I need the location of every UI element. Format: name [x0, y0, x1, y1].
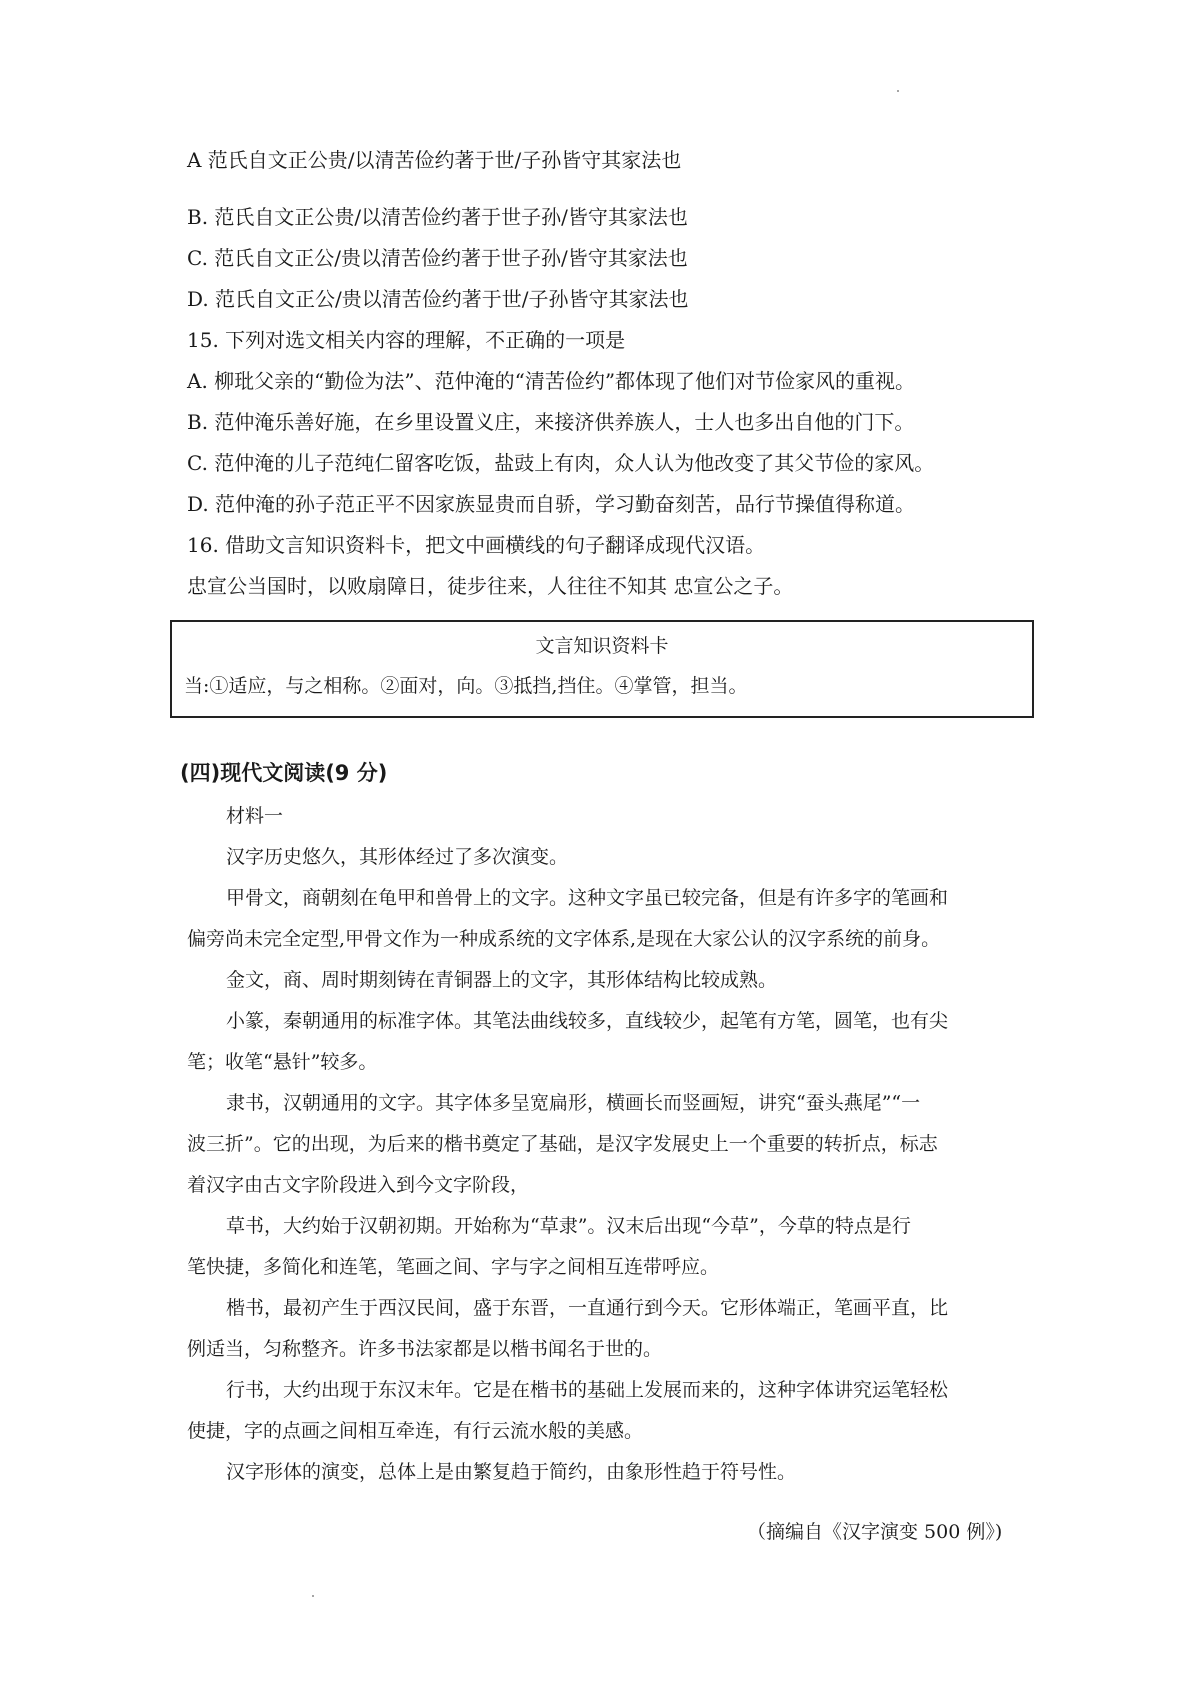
paragraph-line: 笔快捷，多简化和连笔，笔画之间、字与字之间相互连带呼应。	[187, 1256, 720, 1278]
paragraph-line: 草书，大约始于汉朝初期。开始称为“草隶”。汉末后出现“今草”，今草的特点是行	[226, 1215, 911, 1237]
question-15-option-c: C. 范仲淹的儿子范纯仁留客吃饭，盐豉上有肉，众人认为他改变了其父节俭的家风。	[187, 451, 935, 475]
knowledge-card-title: 文言知识资料卡	[535, 635, 669, 657]
option-a: A 范氏自文正公贵/以清苦俭约著于世/子孙皆守其家法也	[187, 148, 682, 172]
question-15-option-d: D. 范仲淹的孙子范正平不因家族显贵而自骄，学习勤奋刻苦，品行节操值得称道。	[187, 492, 916, 516]
paragraph-line: 金文，商、周时期刻铸在青铜器上的文字，其形体结构比较成熟。	[226, 969, 778, 991]
material-label: 材料一	[226, 805, 284, 827]
paragraph-line: 小篆，秦朝通用的标准字体。其笔法曲线较多，直线较少，起笔有方笔，圆笔，也有尖	[226, 1010, 949, 1032]
question-15-option-b: B. 范仲淹乐善好施，在乡里设置义庄，来接济供养族人，士人也多出自他的门下。	[187, 410, 915, 434]
paragraph-line: 例适当，匀称整齐。许多书法家都是以楷书闻名于世的。	[187, 1338, 663, 1360]
question-15-stem: 15. 下列对选文相关内容的理解，不正确的一项是	[187, 328, 626, 352]
knowledge-card	[170, 620, 1034, 718]
option-b: B. 范氏自文正公贵/以清苦俭约著于世子孙/皆守其家法也	[187, 205, 688, 229]
paragraph-line: 楷书，最初产生于西汉民间，盛于东晋，一直通行到今天。它形体端正，笔画平直，比	[226, 1297, 949, 1319]
option-d: D. 范氏自文正公/贵以清苦俭约著于世/子孙皆守其家法也	[187, 287, 689, 311]
question-15-option-a: A. 柳玭父亲的“勤俭为法”、范仲淹的“清苦俭约”都体现了他们对节俭家风的重视。	[187, 369, 916, 393]
paragraph-line: 汉字历史悠久，其形体经过了多次演变。	[226, 846, 569, 868]
paragraph-line: 笔；收笔“悬针”较多。	[187, 1051, 378, 1073]
option-c: C. 范氏自文正公/贵以清苦俭约著于世子孙/皆守其家法也	[187, 246, 688, 270]
source-citation: （摘编自《汉字演变 500 例》)	[747, 1521, 1003, 1543]
paragraph-line: 行书，大约出现于东汉末年。它是在楷书的基础上发展而来的，这种字体讲究运笔轻松	[226, 1379, 949, 1401]
paragraph-line: 甲骨文，商朝刻在龟甲和兽骨上的文字。这种文字虽已较完备，但是有许多字的笔画和	[226, 887, 949, 909]
paragraph-line: 隶书，汉朝通用的文字。其字体多呈宽扁形，横画长而竖画短，讲究“蚕头燕尾”“一	[226, 1092, 921, 1114]
knowledge-card-body: 当:①适应，与之相称。②面对，向。③抵挡,挡住。④掌管，担当。	[184, 675, 748, 697]
paragraph-line: 使捷，字的点画之间相互牵连，有行云流水般的美感。	[187, 1420, 644, 1442]
paragraph-line: 偏旁尚未完全定型,甲骨文作为一种成系统的文字体系,是现在大家公认的汉字系统的前身。	[187, 928, 941, 950]
scan-dot	[312, 1595, 314, 1597]
paragraph-line: 波三折”。它的出现，为后来的楷书奠定了基础，是汉字发展史上一个重要的转折点，标志	[187, 1133, 938, 1155]
question-16-stem: 16. 借助文言知识资料卡，把文中画横线的句子翻译成现代汉语。	[187, 533, 766, 557]
question-16-sentence: 忠宣公当国时，以败扇障日，徒步往来，人往往不知其 忠宣公之子。	[187, 574, 794, 598]
section-title: (四)现代文阅读(9 分)	[180, 761, 388, 785]
paragraph-line: 汉字形体的演变，总体上是由繁复趋于简约，由象形性趋于符号性。	[226, 1461, 797, 1483]
paragraph-line: 着汉字由古文字阶段进入到今文字阶段，	[187, 1174, 530, 1196]
scan-dot	[897, 90, 899, 92]
